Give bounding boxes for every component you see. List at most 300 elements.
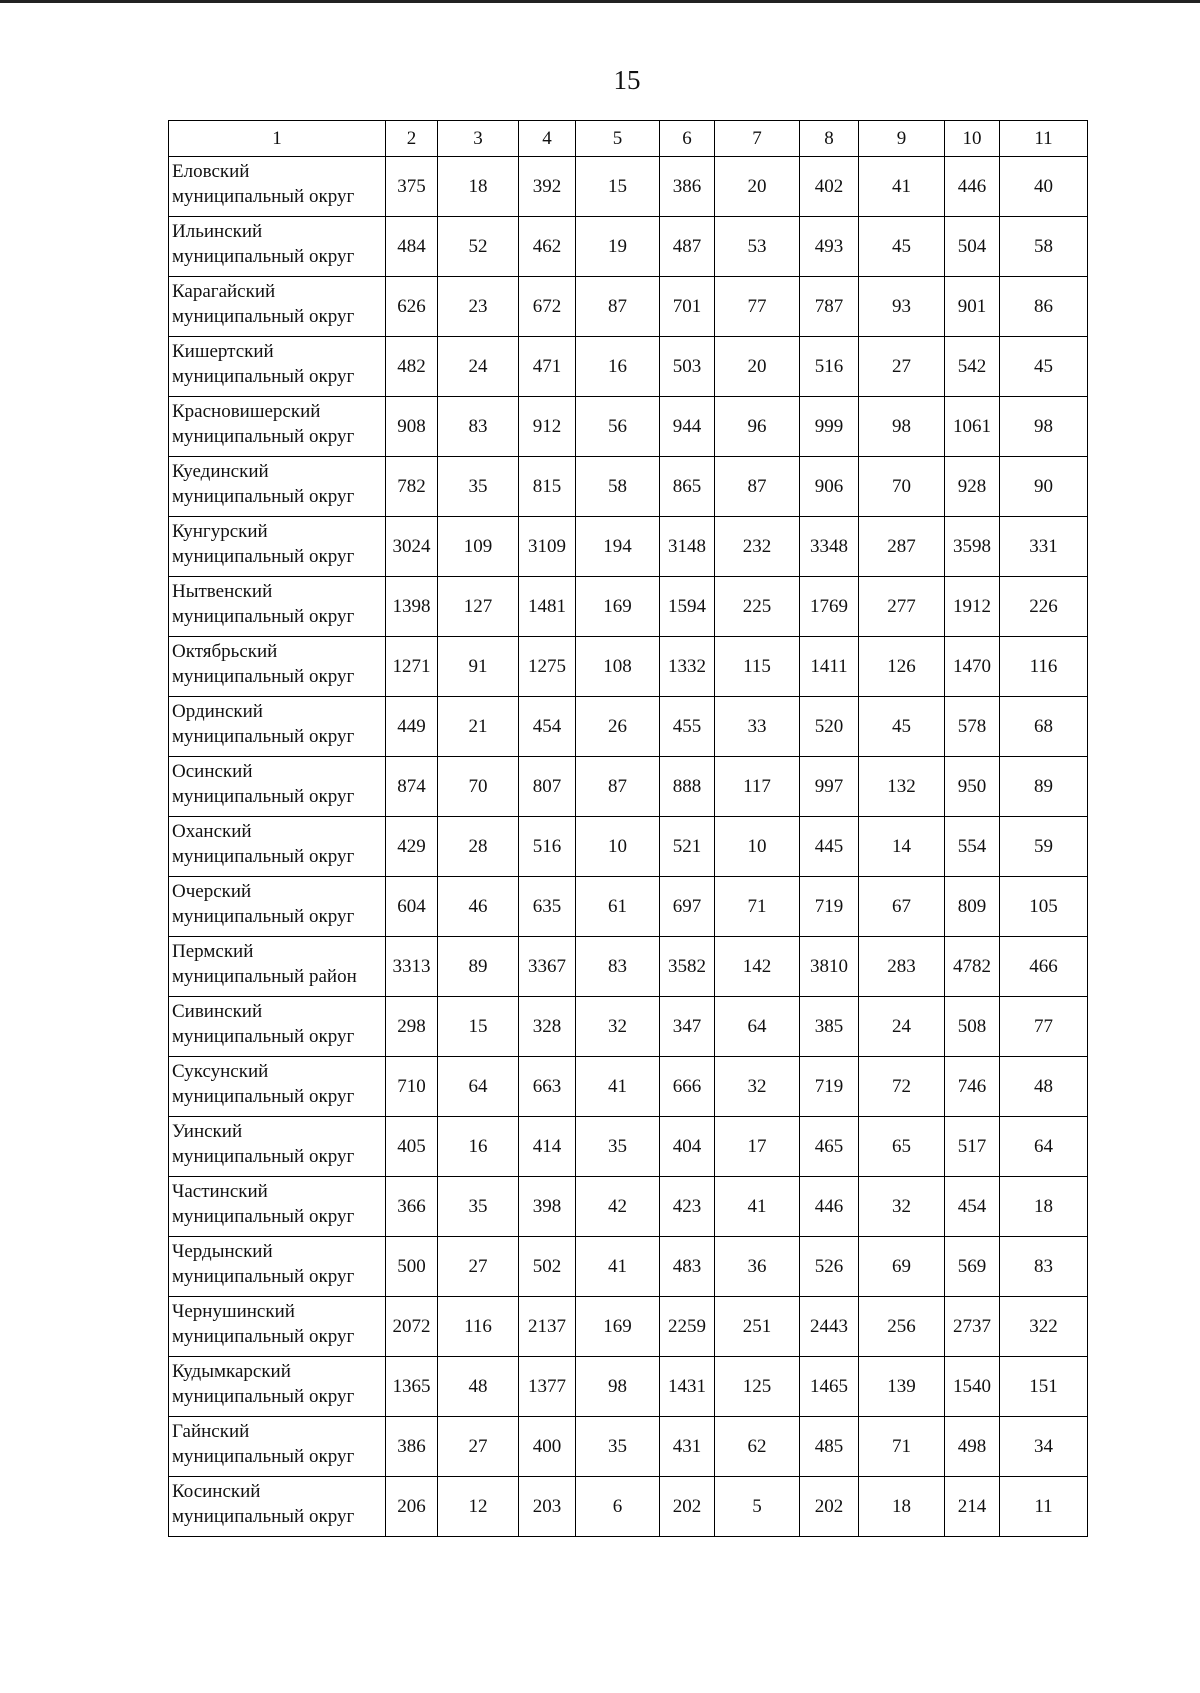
municipality-name: Чердынский bbox=[172, 1241, 273, 1262]
value-cell-col-3: 89 bbox=[438, 937, 519, 997]
municipality-type: муниципальный округ bbox=[172, 1386, 355, 1407]
municipality-type: муниципальный округ bbox=[172, 1326, 355, 1347]
value-cell-col-4: 1481 bbox=[519, 577, 576, 637]
value-cell-col-7: 62 bbox=[715, 1417, 800, 1477]
value-cell-col-4: 400 bbox=[519, 1417, 576, 1477]
value-cell-col-6: 944 bbox=[660, 397, 715, 457]
value-cell-col-9: 72 bbox=[859, 1057, 945, 1117]
value-cell-col-11: 59 bbox=[1000, 817, 1088, 877]
value-cell-col-10: 554 bbox=[945, 817, 1000, 877]
value-cell-col-9: 27 bbox=[859, 337, 945, 397]
value-cell-col-8: 1411 bbox=[800, 637, 859, 697]
value-cell-col-9: 139 bbox=[859, 1357, 945, 1417]
value-cell-col-8: 485 bbox=[800, 1417, 859, 1477]
value-cell-col-2: 366 bbox=[386, 1177, 438, 1237]
value-cell-col-7: 77 bbox=[715, 277, 800, 337]
value-cell-col-10: 454 bbox=[945, 1177, 1000, 1237]
value-cell-col-9: 45 bbox=[859, 697, 945, 757]
value-cell-col-7: 96 bbox=[715, 397, 800, 457]
value-cell-col-4: 392 bbox=[519, 157, 576, 217]
value-cell-col-11: 48 bbox=[1000, 1057, 1088, 1117]
value-cell-col-4: 516 bbox=[519, 817, 576, 877]
table-row bbox=[169, 1357, 1088, 1417]
value-cell-col-5: 56 bbox=[576, 397, 660, 457]
value-cell-col-4: 471 bbox=[519, 337, 576, 397]
value-cell-col-10: 928 bbox=[945, 457, 1000, 517]
value-cell-col-3: 83 bbox=[438, 397, 519, 457]
value-cell-col-4: 414 bbox=[519, 1117, 576, 1177]
value-cell-col-10: 4782 bbox=[945, 937, 1000, 997]
value-cell-col-9: 283 bbox=[859, 937, 945, 997]
value-cell-col-6: 701 bbox=[660, 277, 715, 337]
value-cell-col-2: 710 bbox=[386, 1057, 438, 1117]
value-cell-col-9: 32 bbox=[859, 1177, 945, 1237]
value-cell-col-10: 2737 bbox=[945, 1297, 1000, 1357]
value-cell-col-5: 10 bbox=[576, 817, 660, 877]
value-cell-col-3: 91 bbox=[438, 637, 519, 697]
value-cell-col-5: 15 bbox=[576, 157, 660, 217]
value-cell-col-3: 18 bbox=[438, 157, 519, 217]
value-cell-col-9: 70 bbox=[859, 457, 945, 517]
table-row bbox=[169, 1297, 1088, 1357]
value-cell-col-2: 626 bbox=[386, 277, 438, 337]
municipality-name: Осинский bbox=[172, 761, 253, 782]
municipality-name: Оханский bbox=[172, 821, 252, 842]
value-cell-col-9: 65 bbox=[859, 1117, 945, 1177]
municipality-type: муниципальный округ bbox=[172, 486, 355, 507]
value-cell-col-2: 449 bbox=[386, 697, 438, 757]
municipality-type: муниципальный округ bbox=[172, 306, 355, 327]
value-cell-col-11: 18 bbox=[1000, 1177, 1088, 1237]
value-cell-col-3: 35 bbox=[438, 1177, 519, 1237]
value-cell-col-3: 48 bbox=[438, 1357, 519, 1417]
value-cell-col-10: 569 bbox=[945, 1237, 1000, 1297]
value-cell-col-9: 126 bbox=[859, 637, 945, 697]
table-row bbox=[169, 277, 1088, 337]
value-cell-col-2: 375 bbox=[386, 157, 438, 217]
value-cell-col-2: 2072 bbox=[386, 1297, 438, 1357]
value-cell-col-7: 117 bbox=[715, 757, 800, 817]
column-header-2: 2 bbox=[386, 121, 438, 157]
table-row bbox=[169, 157, 1088, 217]
value-cell-col-8: 787 bbox=[800, 277, 859, 337]
value-cell-col-5: 194 bbox=[576, 517, 660, 577]
value-cell-col-2: 298 bbox=[386, 997, 438, 1057]
value-cell-col-4: 454 bbox=[519, 697, 576, 757]
value-cell-col-4: 398 bbox=[519, 1177, 576, 1237]
municipality-name-cell bbox=[169, 1357, 386, 1417]
table-row bbox=[169, 1177, 1088, 1237]
value-cell-col-9: 132 bbox=[859, 757, 945, 817]
value-cell-col-2: 405 bbox=[386, 1117, 438, 1177]
value-cell-col-3: 16 bbox=[438, 1117, 519, 1177]
value-cell-col-8: 402 bbox=[800, 157, 859, 217]
value-cell-col-3: 116 bbox=[438, 1297, 519, 1357]
value-cell-col-2: 1271 bbox=[386, 637, 438, 697]
municipality-name: Октябрьский bbox=[172, 641, 278, 662]
value-cell-col-11: 116 bbox=[1000, 637, 1088, 697]
table-row bbox=[169, 757, 1088, 817]
value-cell-col-4: 672 bbox=[519, 277, 576, 337]
value-cell-col-3: 64 bbox=[438, 1057, 519, 1117]
value-cell-col-5: 6 bbox=[576, 1477, 660, 1537]
value-cell-col-10: 1540 bbox=[945, 1357, 1000, 1417]
value-cell-col-9: 277 bbox=[859, 577, 945, 637]
column-header-9: 9 bbox=[859, 121, 945, 157]
value-cell-col-7: 225 bbox=[715, 577, 800, 637]
value-cell-col-2: 482 bbox=[386, 337, 438, 397]
value-cell-col-5: 41 bbox=[576, 1237, 660, 1297]
value-cell-col-11: 45 bbox=[1000, 337, 1088, 397]
value-cell-col-5: 61 bbox=[576, 877, 660, 937]
page-number: 15 bbox=[613, 65, 641, 95]
value-cell-col-5: 35 bbox=[576, 1417, 660, 1477]
value-cell-col-9: 69 bbox=[859, 1237, 945, 1297]
value-cell-col-11: 105 bbox=[1000, 877, 1088, 937]
value-cell-col-6: 431 bbox=[660, 1417, 715, 1477]
column-header-8: 8 bbox=[800, 121, 859, 157]
value-cell-col-10: 1061 bbox=[945, 397, 1000, 457]
value-cell-col-6: 423 bbox=[660, 1177, 715, 1237]
value-cell-col-6: 202 bbox=[660, 1477, 715, 1537]
value-cell-col-6: 455 bbox=[660, 697, 715, 757]
value-cell-col-5: 58 bbox=[576, 457, 660, 517]
value-cell-col-3: 27 bbox=[438, 1417, 519, 1477]
municipality-name-cell bbox=[169, 697, 386, 757]
value-cell-col-5: 87 bbox=[576, 757, 660, 817]
value-cell-col-11: 98 bbox=[1000, 397, 1088, 457]
value-cell-col-6: 1594 bbox=[660, 577, 715, 637]
value-cell-col-4: 807 bbox=[519, 757, 576, 817]
table-row bbox=[169, 457, 1088, 517]
municipality-type: муниципальный округ bbox=[172, 246, 355, 267]
value-cell-col-5: 169 bbox=[576, 577, 660, 637]
value-cell-col-4: 635 bbox=[519, 877, 576, 937]
municipality-type: муниципальный район bbox=[172, 966, 357, 987]
value-cell-col-10: 950 bbox=[945, 757, 1000, 817]
value-cell-col-3: 46 bbox=[438, 877, 519, 937]
value-cell-col-10: 746 bbox=[945, 1057, 1000, 1117]
value-cell-col-7: 142 bbox=[715, 937, 800, 997]
column-header-11: 11 bbox=[1000, 121, 1088, 157]
municipality-name-cell bbox=[169, 1237, 386, 1297]
value-cell-col-5: 42 bbox=[576, 1177, 660, 1237]
value-cell-col-6: 888 bbox=[660, 757, 715, 817]
value-cell-col-8: 465 bbox=[800, 1117, 859, 1177]
value-cell-col-7: 36 bbox=[715, 1237, 800, 1297]
data-table bbox=[168, 120, 1088, 1537]
municipality-name-cell bbox=[169, 1057, 386, 1117]
value-cell-col-7: 17 bbox=[715, 1117, 800, 1177]
value-cell-col-11: 466 bbox=[1000, 937, 1088, 997]
municipality-name: Пермский bbox=[172, 941, 254, 962]
value-cell-col-11: 34 bbox=[1000, 1417, 1088, 1477]
value-cell-col-6: 503 bbox=[660, 337, 715, 397]
table-row bbox=[169, 397, 1088, 457]
municipality-name-cell bbox=[169, 1297, 386, 1357]
municipality-name-cell bbox=[169, 157, 386, 217]
value-cell-col-7: 87 bbox=[715, 457, 800, 517]
municipality-name-cell bbox=[169, 517, 386, 577]
value-cell-col-6: 666 bbox=[660, 1057, 715, 1117]
value-cell-col-3: 52 bbox=[438, 217, 519, 277]
value-cell-col-9: 24 bbox=[859, 997, 945, 1057]
municipality-type: муниципальный округ bbox=[172, 546, 355, 567]
table-row bbox=[169, 1477, 1088, 1537]
value-cell-col-3: 15 bbox=[438, 997, 519, 1057]
value-cell-col-7: 64 bbox=[715, 997, 800, 1057]
value-cell-col-2: 484 bbox=[386, 217, 438, 277]
value-cell-col-3: 23 bbox=[438, 277, 519, 337]
value-cell-col-7: 232 bbox=[715, 517, 800, 577]
value-cell-col-6: 2259 bbox=[660, 1297, 715, 1357]
municipality-name: Кудымкарский bbox=[172, 1361, 291, 1382]
table-row bbox=[169, 577, 1088, 637]
municipality-name-cell bbox=[169, 217, 386, 277]
value-cell-col-6: 865 bbox=[660, 457, 715, 517]
value-cell-col-11: 331 bbox=[1000, 517, 1088, 577]
value-cell-col-3: 70 bbox=[438, 757, 519, 817]
value-cell-col-6: 3582 bbox=[660, 937, 715, 997]
municipality-type: муниципальный округ bbox=[172, 906, 355, 927]
value-cell-col-4: 2137 bbox=[519, 1297, 576, 1357]
value-cell-col-4: 663 bbox=[519, 1057, 576, 1117]
municipality-type: муниципальный округ bbox=[172, 1506, 355, 1527]
header-row bbox=[169, 121, 1088, 157]
value-cell-col-11: 90 bbox=[1000, 457, 1088, 517]
value-cell-col-4: 328 bbox=[519, 997, 576, 1057]
column-header-10: 10 bbox=[945, 121, 1000, 157]
value-cell-col-9: 14 bbox=[859, 817, 945, 877]
value-cell-col-9: 98 bbox=[859, 397, 945, 457]
table-row bbox=[169, 1057, 1088, 1117]
value-cell-col-2: 500 bbox=[386, 1237, 438, 1297]
value-cell-col-2: 206 bbox=[386, 1477, 438, 1537]
municipality-name-cell bbox=[169, 757, 386, 817]
value-cell-col-4: 912 bbox=[519, 397, 576, 457]
municipality-name: Карагайский bbox=[172, 281, 276, 302]
value-cell-col-5: 87 bbox=[576, 277, 660, 337]
municipality-name: Косинский bbox=[172, 1481, 261, 1502]
municipality-type: муниципальный округ bbox=[172, 1446, 355, 1467]
table-row bbox=[169, 1417, 1088, 1477]
value-cell-col-11: 77 bbox=[1000, 997, 1088, 1057]
value-cell-col-8: 906 bbox=[800, 457, 859, 517]
value-cell-col-6: 386 bbox=[660, 157, 715, 217]
table-row bbox=[169, 517, 1088, 577]
municipality-name: Суксунский bbox=[172, 1061, 269, 1082]
value-cell-col-5: 35 bbox=[576, 1117, 660, 1177]
value-cell-col-3: 12 bbox=[438, 1477, 519, 1537]
table-row bbox=[169, 637, 1088, 697]
table-row bbox=[169, 337, 1088, 397]
value-cell-col-7: 32 bbox=[715, 1057, 800, 1117]
value-cell-col-7: 33 bbox=[715, 697, 800, 757]
value-cell-col-8: 446 bbox=[800, 1177, 859, 1237]
value-cell-col-10: 901 bbox=[945, 277, 1000, 337]
municipality-name: Красновишерский bbox=[172, 401, 321, 422]
municipality-name: Кунгурский bbox=[172, 521, 268, 542]
value-cell-col-11: 226 bbox=[1000, 577, 1088, 637]
column-header-6: 6 bbox=[660, 121, 715, 157]
table-body bbox=[169, 157, 1088, 1537]
value-cell-col-9: 287 bbox=[859, 517, 945, 577]
value-cell-col-3: 27 bbox=[438, 1237, 519, 1297]
municipality-name-cell bbox=[169, 1417, 386, 1477]
value-cell-col-2: 908 bbox=[386, 397, 438, 457]
value-cell-col-6: 347 bbox=[660, 997, 715, 1057]
municipality-name: Нытвенский bbox=[172, 581, 273, 602]
value-cell-col-11: 11 bbox=[1000, 1477, 1088, 1537]
municipality-name-cell bbox=[169, 1477, 386, 1537]
value-cell-col-7: 115 bbox=[715, 637, 800, 697]
value-cell-col-2: 1365 bbox=[386, 1357, 438, 1417]
value-cell-col-8: 445 bbox=[800, 817, 859, 877]
value-cell-col-6: 1332 bbox=[660, 637, 715, 697]
municipality-name-cell bbox=[169, 577, 386, 637]
value-cell-col-10: 1470 bbox=[945, 637, 1000, 697]
municipality-name-cell bbox=[169, 637, 386, 697]
value-cell-col-10: 446 bbox=[945, 157, 1000, 217]
municipality-name-cell bbox=[169, 877, 386, 937]
value-cell-col-2: 3024 bbox=[386, 517, 438, 577]
value-cell-col-7: 251 bbox=[715, 1297, 800, 1357]
municipality-name: Частинский bbox=[172, 1181, 268, 1202]
value-cell-col-8: 516 bbox=[800, 337, 859, 397]
value-cell-col-10: 3598 bbox=[945, 517, 1000, 577]
value-cell-col-9: 71 bbox=[859, 1417, 945, 1477]
value-cell-col-6: 3148 bbox=[660, 517, 715, 577]
value-cell-col-5: 169 bbox=[576, 1297, 660, 1357]
value-cell-col-9: 67 bbox=[859, 877, 945, 937]
value-cell-col-8: 385 bbox=[800, 997, 859, 1057]
value-cell-col-10: 504 bbox=[945, 217, 1000, 277]
municipality-name: Ильинский bbox=[172, 221, 263, 242]
municipality-type: муниципальный округ bbox=[172, 426, 355, 447]
value-cell-col-11: 83 bbox=[1000, 1237, 1088, 1297]
municipality-name-cell bbox=[169, 1177, 386, 1237]
value-cell-col-10: 542 bbox=[945, 337, 1000, 397]
municipality-type: муниципальный округ bbox=[172, 1086, 355, 1107]
value-cell-col-8: 999 bbox=[800, 397, 859, 457]
value-cell-col-10: 508 bbox=[945, 997, 1000, 1057]
value-cell-col-6: 521 bbox=[660, 817, 715, 877]
value-cell-col-4: 1275 bbox=[519, 637, 576, 697]
value-cell-col-3: 21 bbox=[438, 697, 519, 757]
value-cell-col-2: 3313 bbox=[386, 937, 438, 997]
municipality-type: муниципальный округ bbox=[172, 846, 355, 867]
page-top-edge bbox=[0, 0, 1200, 3]
value-cell-col-11: 58 bbox=[1000, 217, 1088, 277]
value-cell-col-4: 462 bbox=[519, 217, 576, 277]
municipality-name-cell bbox=[169, 937, 386, 997]
value-cell-col-3: 109 bbox=[438, 517, 519, 577]
value-cell-col-7: 53 bbox=[715, 217, 800, 277]
municipality-name-cell bbox=[169, 457, 386, 517]
value-cell-col-3: 35 bbox=[438, 457, 519, 517]
value-cell-col-5: 32 bbox=[576, 997, 660, 1057]
value-cell-col-11: 86 bbox=[1000, 277, 1088, 337]
column-header-1: 1 bbox=[169, 121, 386, 157]
value-cell-col-6: 404 bbox=[660, 1117, 715, 1177]
value-cell-col-8: 520 bbox=[800, 697, 859, 757]
value-cell-col-5: 19 bbox=[576, 217, 660, 277]
municipality-name: Куединский bbox=[172, 461, 269, 482]
value-cell-col-5: 16 bbox=[576, 337, 660, 397]
municipality-name: Гайнский bbox=[172, 1421, 250, 1442]
value-cell-col-3: 24 bbox=[438, 337, 519, 397]
value-cell-col-4: 815 bbox=[519, 457, 576, 517]
municipality-type: муниципальный округ bbox=[172, 366, 355, 387]
value-cell-col-5: 83 bbox=[576, 937, 660, 997]
value-cell-col-8: 997 bbox=[800, 757, 859, 817]
value-cell-col-7: 5 bbox=[715, 1477, 800, 1537]
municipality-type: муниципальный округ bbox=[172, 1146, 355, 1167]
municipality-type: муниципальный округ bbox=[172, 1266, 355, 1287]
value-cell-col-7: 41 bbox=[715, 1177, 800, 1237]
municipality-type: муниципальный округ bbox=[172, 786, 355, 807]
value-cell-col-9: 18 bbox=[859, 1477, 945, 1537]
municipality-name-cell bbox=[169, 337, 386, 397]
municipality-name: Кишертский bbox=[172, 341, 274, 362]
table-row bbox=[169, 817, 1088, 877]
table-row bbox=[169, 937, 1088, 997]
value-cell-col-3: 127 bbox=[438, 577, 519, 637]
municipality-name: Ординский bbox=[172, 701, 263, 722]
value-cell-col-6: 483 bbox=[660, 1237, 715, 1297]
value-cell-col-11: 322 bbox=[1000, 1297, 1088, 1357]
value-cell-col-2: 386 bbox=[386, 1417, 438, 1477]
municipality-type: муниципальный округ bbox=[172, 726, 355, 747]
municipality-name: Чернушинский bbox=[172, 1301, 295, 1322]
table-row bbox=[169, 877, 1088, 937]
municipality-name-cell bbox=[169, 1117, 386, 1177]
value-cell-col-5: 41 bbox=[576, 1057, 660, 1117]
municipality-type: муниципальный округ bbox=[172, 606, 355, 627]
value-cell-col-8: 3810 bbox=[800, 937, 859, 997]
municipality-name-cell bbox=[169, 277, 386, 337]
value-cell-col-3: 28 bbox=[438, 817, 519, 877]
value-cell-col-10: 498 bbox=[945, 1417, 1000, 1477]
value-cell-col-8: 526 bbox=[800, 1237, 859, 1297]
value-cell-col-8: 493 bbox=[800, 217, 859, 277]
value-cell-col-10: 214 bbox=[945, 1477, 1000, 1537]
table-row bbox=[169, 697, 1088, 757]
column-header-4: 4 bbox=[519, 121, 576, 157]
value-cell-col-4: 203 bbox=[519, 1477, 576, 1537]
municipality-name: Сивинский bbox=[172, 1001, 263, 1022]
value-cell-col-2: 604 bbox=[386, 877, 438, 937]
value-cell-col-9: 41 bbox=[859, 157, 945, 217]
value-cell-col-10: 517 bbox=[945, 1117, 1000, 1177]
value-cell-col-2: 1398 bbox=[386, 577, 438, 637]
municipality-type: муниципальный округ bbox=[172, 1026, 355, 1047]
value-cell-col-4: 3109 bbox=[519, 517, 576, 577]
value-cell-col-11: 40 bbox=[1000, 157, 1088, 217]
value-cell-col-8: 2443 bbox=[800, 1297, 859, 1357]
value-cell-col-11: 151 bbox=[1000, 1357, 1088, 1417]
column-header-5: 5 bbox=[576, 121, 660, 157]
value-cell-col-7: 20 bbox=[715, 157, 800, 217]
value-cell-col-8: 1769 bbox=[800, 577, 859, 637]
value-cell-col-6: 1431 bbox=[660, 1357, 715, 1417]
value-cell-col-11: 89 bbox=[1000, 757, 1088, 817]
value-cell-col-10: 809 bbox=[945, 877, 1000, 937]
value-cell-col-7: 10 bbox=[715, 817, 800, 877]
municipality-type: муниципальный округ bbox=[172, 666, 355, 687]
value-cell-col-8: 719 bbox=[800, 1057, 859, 1117]
value-cell-col-4: 502 bbox=[519, 1237, 576, 1297]
